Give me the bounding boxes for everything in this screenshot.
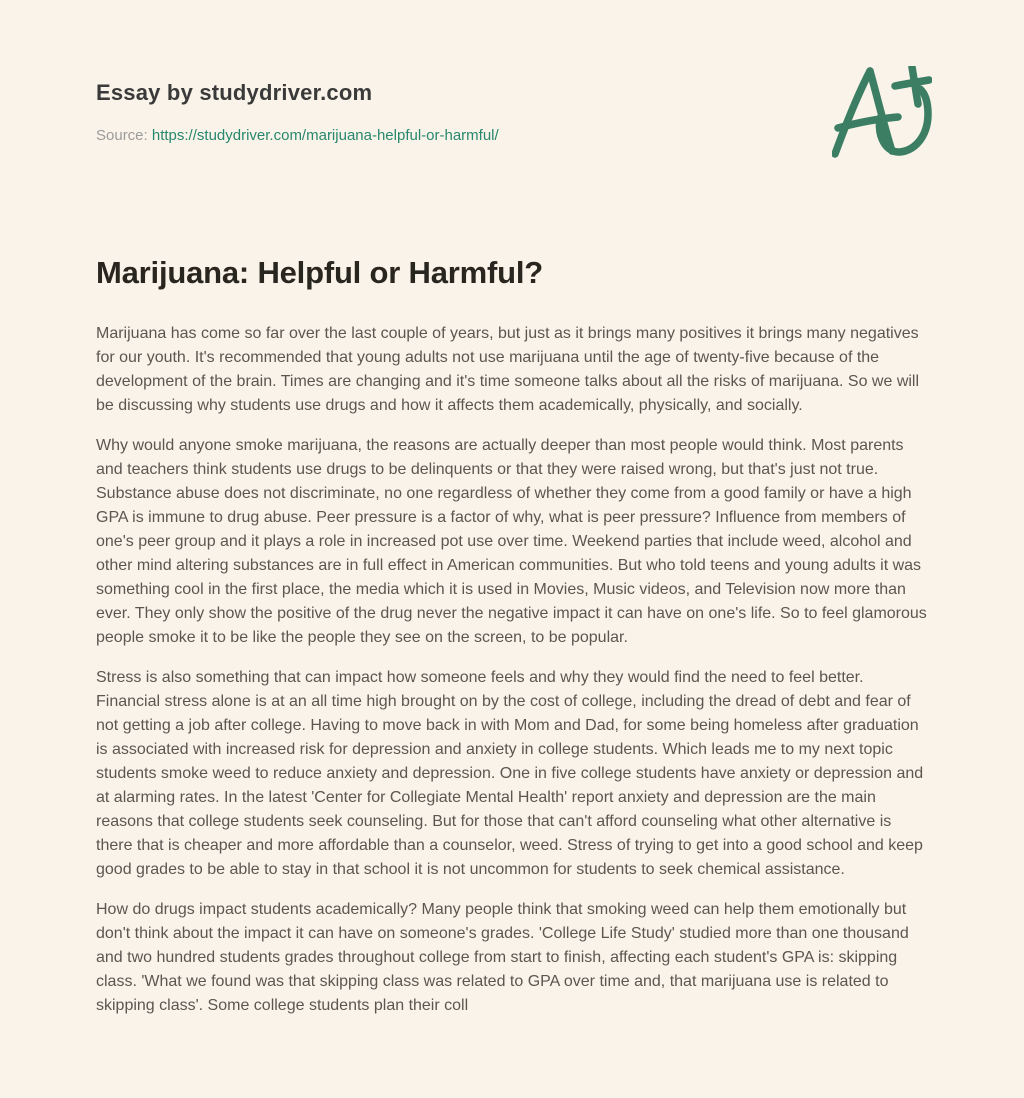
source-label: Source: [96, 127, 148, 144]
source-link[interactable]: https://studydriver.com/marijuana-helpful-or-harmful/ [151, 127, 499, 144]
studydriver-logo [832, 66, 932, 158]
header-text-block [96, 80, 499, 145]
a-plus-logo-icon [832, 66, 932, 158]
essay-paragraph-intro: Marijuana has come so far over the last couple of years, but just as it brings many positives it brings many negatives for our youth. It's recommended that young adults not use marijuana until the age of twenty-five because of the development of the brain. Times are changing and it's time someone talks about all the risks of marijuana. So we will be discussing why students use drugs and how it affects them academically, physically, and socially. [96, 325, 920, 414]
essay-paragraph-stress: Stress is also something that can impact how someone feels and why they would find the need to feel better. Financial stress alone is at an all time high brought on by the cost of college, including the dread of debt and fear of not getting a job after college. Having to move back in with Mom and Dad, for some being homeless after graduation is associated with increased risk for depression and anxiety in college students. Which leads me to my next topic students smoke weed to reduce anxiety and depression. One in five college students have anxiety or depression and at alarming rates. In the latest 'Center for Collegiate Mental Health' report anxiety and depression are the main reasons that college students seek counseling. But for those that can't afford counseling what other alternative is there that is cheaper and more affordable than a counselor, weed. Stress of trying to get into a good school and keep good grades to be able to stay in that school it is not uncommon for students to seek chemical assistance. [96, 669, 924, 878]
essay-paragraph-peer-pressure: Why would anyone smoke marijuana, the reasons are actually deeper than most people would think. Most parents and teachers think students use drugs to be delinquents or that they were raised wrong, but that's just not true. Substance abuse does not discriminate, no one regardless of whether they come from a good family or have a high GPA is immune to drug abuse. Peer pressure is a factor of why, what is peer pressure? Influence from members of one's peer group and it plays a role in increased pot use over time. Weekend parties that include weed, alcohol and other mind altering substances are in full effect in American communities. But who told teens and young adults it was something cool in the first place, the media which it is used in Movies, Music videos, and Television now more than ever. They only show the positive of the drug never the negative impact it can have on one's life. So to feel glamorous people smoke it to be like the people they see on the screen, to be popular. [96, 437, 927, 646]
essay-byline: Essay by studydriver.com [96, 80, 373, 105]
essay-title: Marijuana: Helpful or Harmful? [96, 255, 543, 290]
essay-paragraph-academics: How do drugs impact students academically? Many people think that smoking weed can help them emotionally but don't think about the impact it can have on someone's grades. 'College Life Study' studied more than one thousand and two hundred students grades throughout college from start to finish, affecting each student's GPA is: skipping class. 'What we found was that skipping class was related to GPA over time and, that marijuana use is related to skipping class'. Some college students plan their coll [96, 901, 909, 1014]
page-header [96, 80, 932, 158]
source-row [96, 127, 499, 145]
